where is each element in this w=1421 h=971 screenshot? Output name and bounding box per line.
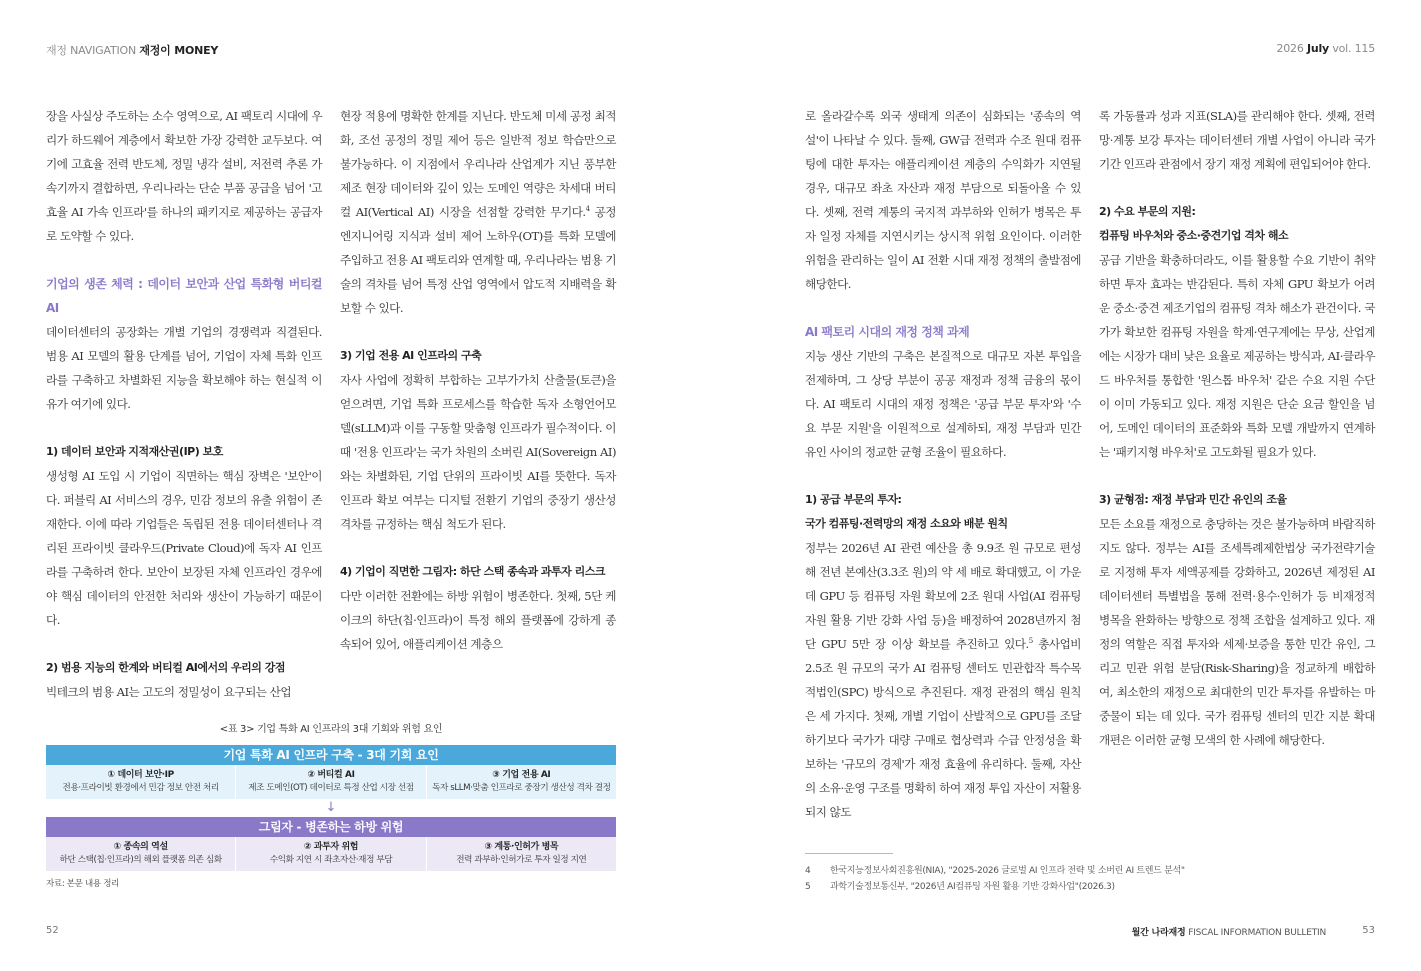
footnote <box>805 879 1115 892</box>
paragraph: 지능 생산 기반의 구축은 본질적으로 대규모 자본 투입을 전제하며, 그 상당 부분이 공공 재정과 정책 금융의 몫이다. AI 팩토리 시대의 재정 정책은 '공급 부문 투자'와 '수요 부문 지원'을 이원적으로 설계하되, 재정 부담과 민간 유인 사이의 정교한 균형 조율이 필요하다. <box>805 349 1081 459</box>
footnote-text: 한국지능정보사회진흥원(NIA), "2025-2026 글로벌 AI 인프라 전략 및 소버린 AI 트렌드 분석" <box>830 866 1185 876</box>
paragraph: 공급 기반을 확충하더라도, 이를 활용할 수요 기반이 취약하면 투자 효과는 반감된다. 특히 자체 GPU 확보가 어려운 중소·중견 제조기업의 컴퓨팅 격차 해소가 관건이다. 국가가 확보한 컴퓨팅 자원을 학계·연구계에는 무상, 산업계에는 시장가 대비 낮은 요율로 제공하는 방식과, AI·클라우드 바우처를 통합한 '원스톱 바우처' 같은 수요 지원 수단이 이미 가동되고 있다. 재정 지원은 단순 요금 할인을 넘어, 도메인 데이터의 표준화와 특화 모델 개발까지 연계하는 '패키지형 바우처'로 고도화될 필요가 있다. <box>1099 253 1376 459</box>
footnote-text: 과학기술정보통신부, "2026년 AI컴퓨팅 자원 활용 기반 강화사업"(2026.3) <box>830 882 1115 892</box>
subsection-heading: 1) 공급 부문의 투자: <box>805 493 902 506</box>
cell-head: ② 과투자 위험 <box>303 842 359 852</box>
risk-cell <box>426 837 616 871</box>
text-column-1 <box>46 104 322 704</box>
opportunity-band: 기업 특화 AI 인프라 구축 - 3대 기회 요인 <box>46 745 616 765</box>
opportunity-cell <box>426 765 616 799</box>
footnote-ref: 4 <box>585 205 590 214</box>
paragraph: 록 가동률과 성과 지표(SLA)를 관리해야 한다. 셋째, 전력망·계통 보강 투자는 데이터센터 개별 사업이 아니라 국가 기간 인프라 관점에서 장기 재정 계획에 편입되어야 한다. <box>1099 109 1375 171</box>
cell-head: ② 버티컬 AI <box>307 770 355 780</box>
cell-body: 수익화 지연 시 좌초자산·재정 부담 <box>269 855 393 865</box>
publication-label <box>1132 925 1326 938</box>
cell-head: ① 종속의 역설 <box>113 842 168 852</box>
subsection-heading: 2) 범용 지능의 한계와 버티컬 AI에서의 우리의 강점 <box>46 661 285 674</box>
text-column-2 <box>340 104 616 656</box>
running-header-left <box>46 42 218 58</box>
paragraph: 데이터센터의 공장화는 개별 기업의 경쟁력과 직결된다. 범용 AI 모델의 활용 단계를 넘어, 기업이 자체 특화 인프라를 구축하고 차별화된 지능을 확보해야 하는 현실적 이유가 여기에 있다. <box>46 325 322 411</box>
cell-head: ③ 기업 전용 AI <box>492 770 551 780</box>
page-number-right: 53 <box>1362 925 1375 936</box>
paragraph <box>340 104 616 320</box>
section-label: 재정 NAVIGATION <box>46 44 137 57</box>
paragraph-text: 현장 적용에 명확한 한계를 지닌다. 반도체 미세 공정 최적화, 조선 공정의 정밀 제어 등은 일반적 정보 학습만으로 불가능하다. 이 지점에서 우리나라 산업계가 지닌 풍부한 제조 현장 데이터와 깊이 있는 도메인 역량은 차세대 버티컬 AI(Vertical AI) 시장을 선점할 강력한 무기다. <box>340 109 616 219</box>
paragraph-text: 총사업비 2.5조 원 규모의 국가 AI 컴퓨팅 센터도 민관합작 특수목적법인(SPC) 방식으로 추진된다. 재정 관점의 핵심 원칙은 세 가지다. 첫째, 개별 기업이 산발적으로 GPU를 조달하기보다 국가가 대량 구매로 협상력과 수급 안정성을 확보하는 '규모의 경제'가 재정 효율에 유리하다. 둘째, 자산의 소유·운영 구조를 명확히 하여 재정 투입 자산이 저활용되지 않도 <box>805 637 1081 819</box>
opportunity-cell <box>235 765 425 799</box>
publication-subtitle: FISCAL INFORMATION BULLETIN <box>1188 928 1326 938</box>
subsection-heading: 3) 균형점: 재정 부담과 민간 유인의 조율 <box>1099 493 1287 506</box>
text-column-4 <box>1099 104 1375 752</box>
paragraph: 생성형 AI 도입 시 기업이 직면하는 핵심 장벽은 '보안'이다. 퍼블릭 AI 서비스의 경우, 민감 정보의 유출 위험이 존재한다. 이에 따라 기업들은 독립된 전용 데이터센터나 격리된 프라이빗 클라우드(Private Cloud)에 독자 AI 인프라를 구축하려 한다. 보안이 보장된 자체 인프라인 경우에야 핵심 데이터의 안전한 처리와 생산이 가능하기 때문이다. <box>46 469 322 627</box>
issue-month: July <box>1306 42 1330 55</box>
section-heading: AI 팩토리 시대의 재정 정책 과제 <box>805 325 970 339</box>
cell-head: ③ 계통·인허가 병목 <box>484 842 559 852</box>
text-column-3 <box>805 104 1081 824</box>
cell-body: 독자 sLLM·맞춤 인프라로 중장기 생산성 격차 결정 <box>432 783 611 793</box>
footnote-ref: 5 <box>1028 637 1033 646</box>
paragraph <box>805 536 1081 824</box>
risk-band: 그림자 - 병존하는 하방 위험 <box>46 817 616 837</box>
table-figure <box>46 720 616 889</box>
footnote-divider <box>805 853 893 854</box>
subsection-heading: 1) 데이터 보안과 지적재산권(IP) 보호 <box>46 445 223 458</box>
risk-cells <box>46 837 616 871</box>
subsection-heading: 2) 수요 부문의 지원: <box>1099 205 1196 218</box>
subsection-heading: 4) 기업이 직면한 그림자: 하단 스택 종속과 과투자 리스크 <box>340 565 605 578</box>
paragraph: 자사 사업에 정확히 부합하는 고부가가치 산출물(토큰)을 얻으려면, 기업 특화 프로세스를 학습한 독자 소형언어모델(sLLM)과 이를 구동할 맞춤형 인프라가 필수적이다. 이때 '전용 인프라'는 국가 차원의 소버린 AI(Sovereign AI)와는 차별화된, 기업 단위의 프라이빗 AI를 뜻한다. 독자 인프라 확보 여부는 디지털 전환기 기업의 중장기 생산성 격차를 규정하는 핵심 척도가 된다. <box>340 373 616 531</box>
paragraph-text: 공정 엔지니어링 지식과 설비 제어 노하우(OT)를 특화 모델에 주입하고 전용 AI 팩토리와 연계할 때, 우리나라는 범용 기술의 격차를 넘어 특정 산업 영역에서 압도적 지배력을 확보할 수 있다. <box>340 205 617 315</box>
figure-source: 자료: 본문 내용 정리 <box>46 879 120 889</box>
footnote-number: 5 <box>805 882 811 892</box>
cell-head: ① 데이터 보안·IP <box>107 770 174 780</box>
figure-title: <표 3> 기업 특화 AI 인프라의 3대 기회와 위험 요인 <box>219 724 443 735</box>
subsection-subheading: 컴퓨팅 바우처와 중소·중견기업 격차 해소 <box>1099 229 1289 242</box>
section-title: 재정이 MONEY <box>139 44 219 57</box>
cell-body: 제조 도메인(OT) 데이터로 특정 산업 시장 선점 <box>248 783 414 793</box>
paragraph: 다만 이러한 전환에는 하방 위험이 병존한다. 첫째, 5단 케이크의 하단(칩·인프라)이 특정 해외 플랫폼에 강하게 종속되어 있어, 애플리케이션 계층으 <box>340 589 616 651</box>
opportunity-cells <box>46 765 616 799</box>
risk-cell <box>235 837 425 871</box>
risk-cell <box>46 837 235 871</box>
footnote <box>805 863 1185 876</box>
section-heading: 기업의 생존 체력 : 데이터 보안과 산업 특화형 버티컬 AI <box>46 277 322 315</box>
paragraph: 모든 소요를 재정으로 충당하는 것은 불가능하며 바람직하지도 않다. 정부는 AI를 조세특례제한법상 국가전략기술로 지정해 투자 세액공제를 강화하고, 2026년 제정된 AI 데이터센터 특별법을 통해 전력·용수·인허가 등 비재정적 병목을 완화하는 방향으로 정책 조합을 설계하고 있다. 재정의 역할은 직접 투자와 세제·보증을 통한 민간 유인, 그리고 민관 위험 분담(Risk-Sharing)을 정교하게 배합하여, 최소한의 재정으로 최대한의 민간 투자를 유발하는 마중물이 되는 데 있다. 국가 컴퓨팅 센터의 민간 지분 확대 개편은 이러한 균형 모색의 한 사례에 해당한다. <box>1099 517 1375 747</box>
subsection-heading: 3) 기업 전용 AI 인프라의 구축 <box>340 349 482 362</box>
subsection-subheading: 국가 컴퓨팅·전력망의 재정 소요와 배분 원칙 <box>805 517 1008 530</box>
issue-volume: vol. 115 <box>1332 42 1375 55</box>
paragraph-text: 정부는 2026년 AI 관련 예산을 총 9.9조 원 규모로 편성해 전년 본예산(3.3조 원)의 약 세 배로 확대했고, 이 가운데 GPU 등 컴퓨팅 자원 확보에 2조 원대 사업(AI 컴퓨팅 자원 활용 기반 강화 사업 등)을 배정하여 2028년까지 첨단 GPU 5만 장 이상 확보를 추진하고 있다. <box>805 541 1081 651</box>
cell-body: 하단 스택(칩·인프라)의 해외 플랫폼 의존 심화 <box>59 855 222 865</box>
opportunity-cell <box>46 765 235 799</box>
cell-body: 전용·프라이빗 환경에서 민감 정보 안전 처리 <box>62 783 219 793</box>
paragraph: 장을 사실상 주도하는 소수 영역으로, AI 팩토리 시대에 우리가 하드웨어 계층에서 확보한 가장 강력한 교두보다. 여기에 고효율 전력 반도체, 정밀 냉각 설비, 저전력 추론 가속기까지 결합하면, 우리나라는 단순 부품 공급을 넘어 '고효율 AI 가속 인프라'를 하나의 패키지로 제공하는 공급자로 도약할 수 있다. <box>46 109 323 243</box>
issue-year: 2026 <box>1276 42 1304 55</box>
paragraph: 로 올라갈수록 외국 생태계 의존이 심화되는 '종속의 역설'이 나타날 수 있다. 둘째, GW급 전력과 수조 원대 컴퓨팅에 대한 투자는 애플리케이션 계층의 수익화가 지연될 경우, 대규모 좌초 자산과 재정 부담으로 되돌아올 수 있다. 셋째, 전력 계통의 국지적 과부하와 인허가 병목은 투자 일정 자체를 지연시키는 상시적 위험 요인이다. 이러한 위험을 관리하는 일이 AI 전환 시대 재정 정책의 출발점에 해당한다. <box>805 109 1081 291</box>
page-number-left: 52 <box>46 925 59 936</box>
cell-body: 전력 과부하·인허가로 투자 일정 지연 <box>456 855 587 865</box>
paragraph: 빅테크의 범용 AI는 고도의 정밀성이 요구되는 산업 <box>46 685 292 699</box>
publication-title: 월간 나라재정 <box>1131 928 1186 938</box>
footnote-number: 4 <box>805 866 811 876</box>
arrow-down-icon: ↓ <box>325 800 337 815</box>
running-header-right <box>1276 42 1375 55</box>
